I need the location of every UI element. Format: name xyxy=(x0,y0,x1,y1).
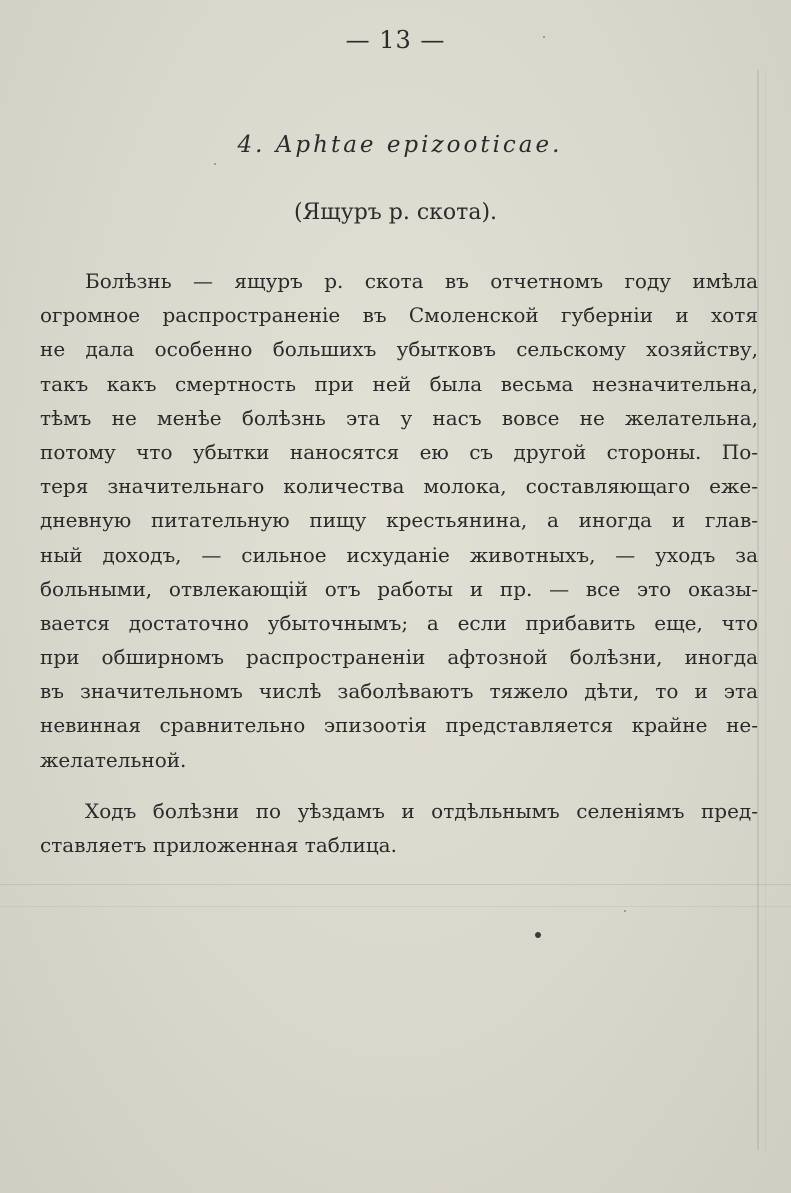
text-line: желательной. xyxy=(40,747,187,772)
text-line: не дала особенно большихъ убытковъ сельскому хозяйству, xyxy=(40,337,758,362)
text-line: больными, отвлекающій отъ работы и пр. — все это оказы- xyxy=(40,576,758,601)
ink-dot xyxy=(535,932,541,938)
bleed-through-rule xyxy=(0,884,791,885)
bleed-through-rule xyxy=(0,906,791,907)
paragraph-1 xyxy=(40,264,758,777)
ink-speck xyxy=(624,910,626,912)
text-line: Болѣзнь — ящуръ р. скота въ отчетномъ году имѣла xyxy=(85,269,758,293)
text-line: теря значительнаго количества молока, составляющаго еже- xyxy=(40,474,758,499)
text-line: Ходъ болѣзни по уѣздамъ и отдѣльнымъ селеніямъ пред- xyxy=(85,799,758,823)
text-line: ный доходъ, — сильное исхуданіе животныхъ, — уходъ за xyxy=(40,542,758,567)
text-line: тѣмъ не менѣе болѣзнь эта у насъ вовсе не желательна, xyxy=(40,405,758,430)
text-line: вается достаточно убыточнымъ; а если прибавить еще, что xyxy=(40,610,758,635)
text-line: огромное распространеніе въ Смоленской губерніи и хотя xyxy=(40,303,758,328)
text-line: невинная сравнительно эпизоотія представляется крайне не- xyxy=(40,713,758,738)
text-line: при обширномъ распространеніи афтозной болѣзни, иногда xyxy=(40,645,758,670)
text-line: ставляетъ приложенная таблица. xyxy=(40,833,397,858)
page-number: — 13 — xyxy=(345,26,446,54)
ink-speck xyxy=(543,36,545,38)
bleed-through-rule xyxy=(765,70,766,1150)
text-line: потому что убытки наносятся ею съ другой стороны. По- xyxy=(40,439,758,464)
text-line: въ значительномъ числѣ заболѣваютъ тяжело дѣти, то и эта xyxy=(40,679,758,704)
section-subtitle: (Ящуръ р. скота). xyxy=(293,200,498,225)
text-line: дневную питательную пищу крестьянина, а иногда и глав- xyxy=(40,508,758,533)
paragraph-2 xyxy=(40,794,758,862)
ink-speck xyxy=(214,163,216,165)
text-line: такъ какъ смертность при ней была весьма незначительна, xyxy=(40,371,758,396)
section-title: 4. Aphtae epizooticae. xyxy=(237,132,563,158)
